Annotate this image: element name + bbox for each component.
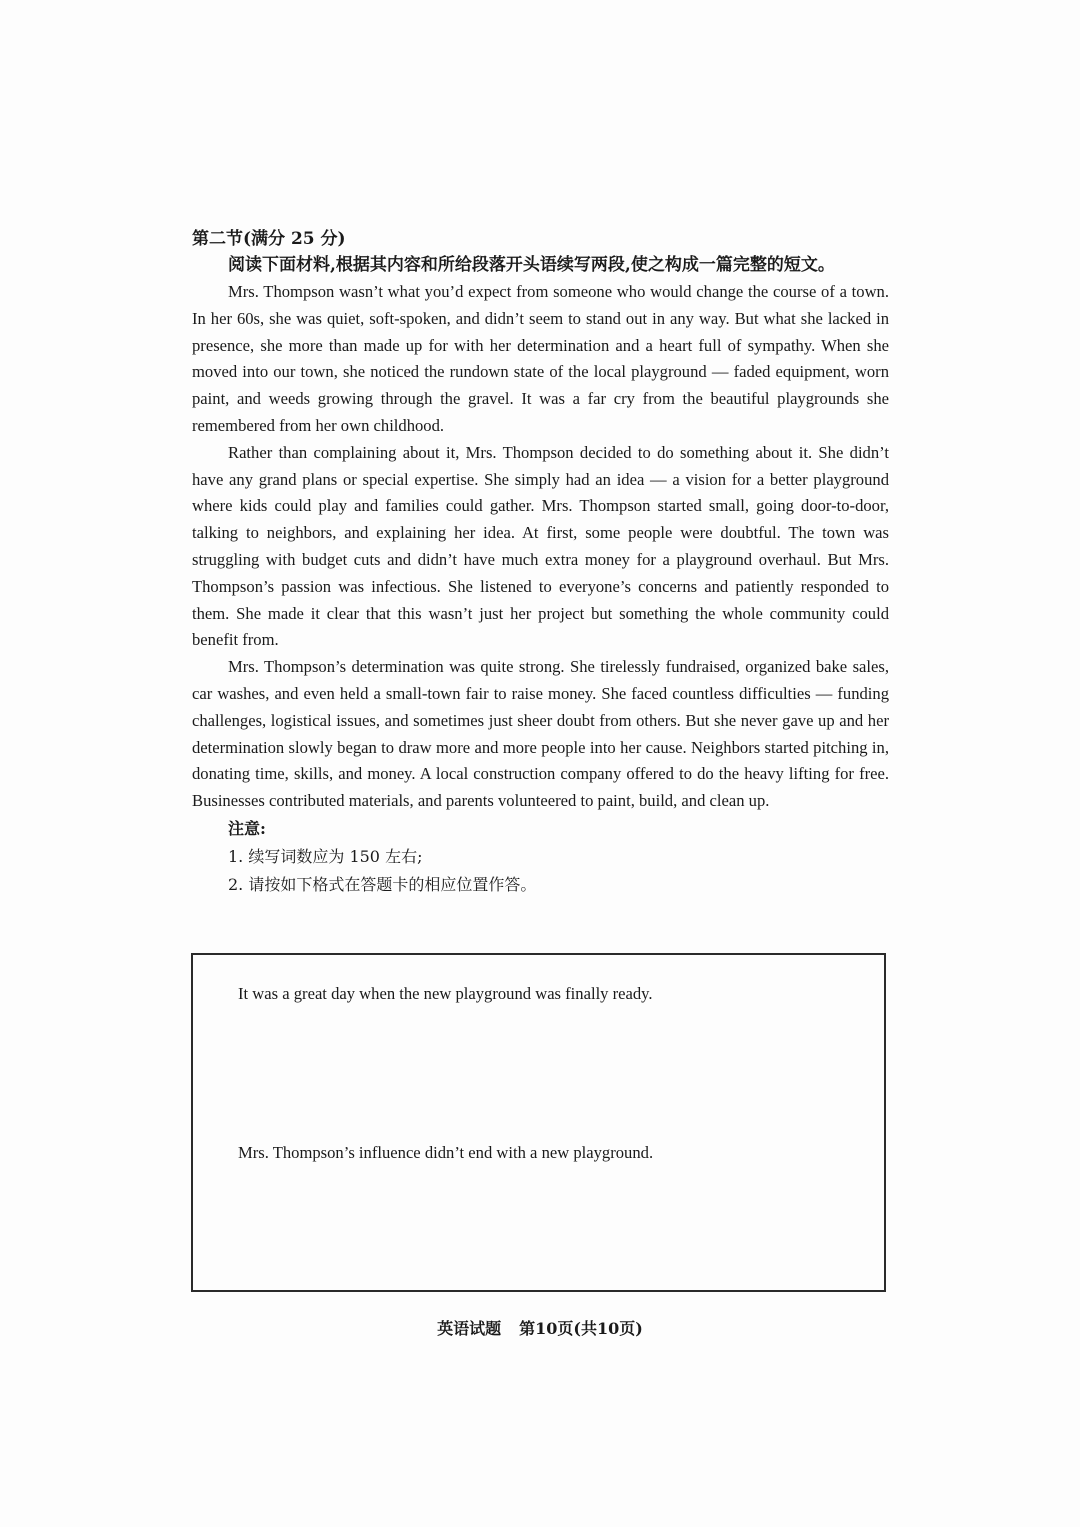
question-content	[192, 226, 889, 899]
answer-format-box	[191, 953, 886, 1292]
notes-label: 注意:	[228, 818, 266, 838]
footer-page-number: 第10页(共10页)	[519, 1319, 643, 1338]
section-instruction: 阅读下面材料,根据其内容和所给段落开头语续写两段,使之构成一篇完整的短文。	[228, 255, 835, 275]
note-item-word-count: 1. 续写词数应为 150 左右;	[228, 846, 423, 866]
note-item-answer-format: 2. 请按如下格式在答题卡的相应位置作答。	[228, 874, 537, 894]
passage-paragraph: Mrs. Thompson wasn’t what you’d expect from someone who would change the course of a town. In her 60s, she was quiet, soft-spoken, and didn’t seem to stand out in any way. But what she lacked in presence, she more than made up for with her determination and a heart full of sympathy. When she moved into our town, she noticed the rundown state of the local playground — faded equipment, worn paint, and weeds growing through the gravel. It was a far cry from the beautiful playgrounds she remembered from her own childhood.	[192, 282, 889, 435]
paragraph-opening-1: It was a great day when the new playground was finally ready.	[238, 984, 653, 1003]
passage-paragraph: Rather than complaining about it, Mrs. Thompson decided to do something about it. She didn’t have any grand plans or special expertise. She simply had an idea — a vision for a better playground where kids could play and families could gather. Mrs. Thompson started small, going door-to-door, talking to neighbors, and explaining her idea. At first, some people were doubtful. The town was struggling with budget cuts and didn’t have much extra money for a playground overhaul. But Mrs. Thompson’s passion was infectious. She listened to everyone’s concerns and patiently responded to them. She made it clear that this wasn’t just her project but something the whole community could benefit from.	[192, 442, 889, 650]
passage-paragraph: Mrs. Thompson’s determination was quite strong. She tirelessly fundraised, organized bake sales, car washes, and even held a small-town fair to raise money. She faced countless difficulties — funding challenges, logistical issues, and sometimes just sheer doubt from others. But she never gave up and her determination slowly began to draw more and more people into her cause. Neighbors started pitching in, donating time, skills, and money. A local construction company offered to do the heavy lifting for free. Businesses contributed materials, and parents volunteered to paint, build, and clean up.	[192, 657, 889, 811]
reading-passage	[192, 279, 889, 815]
footer-subject: 英语试题	[437, 1319, 502, 1338]
section-title: 第二节(满分 25 分)	[192, 229, 346, 249]
page-footer	[0, 1318, 1080, 1340]
paragraph-opening-2: Mrs. Thompson’s influence didn’t end with a new playground.	[238, 1143, 654, 1162]
notes-section	[192, 815, 889, 899]
